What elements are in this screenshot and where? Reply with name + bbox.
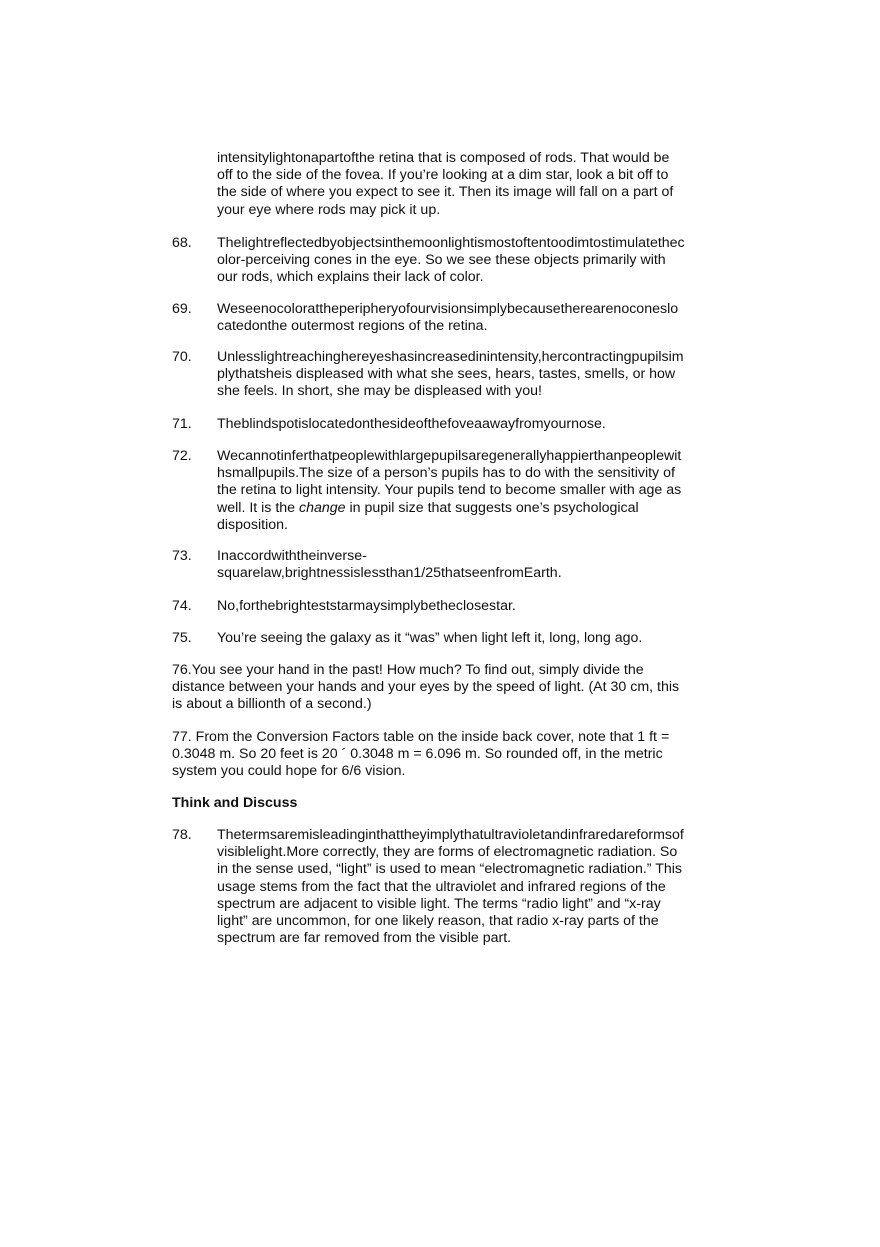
text-line: Wecannotinferthatpeoplewithlargepupilsaregenerallyhappierthanpeoplewit xyxy=(217,448,682,464)
text-line: system you could hope for 6/6 vision. xyxy=(172,763,406,780)
text-line xyxy=(217,500,712,517)
text-line: distance between your hands and your eyes by the speed of light. (At 30 cm, this xyxy=(172,679,680,696)
text-line: she feels. In short, she may be displeased with you! xyxy=(217,383,542,400)
item-body xyxy=(217,448,712,534)
item-body xyxy=(217,235,712,287)
text-line: our rods, which explains their lack of color. xyxy=(217,269,484,286)
text-line: your eye where rods may pick it up. xyxy=(217,201,441,218)
text-line: Weseenocolorattheperipheryofourvisionsimplybecausetherearenoconeslo xyxy=(217,301,679,317)
text-line: off to the side of the fovea. If you’re looking at a dim star, look a bit off to xyxy=(217,167,669,184)
item-body xyxy=(217,548,712,582)
text-line: olor-perceiving cones in the eye. So we see these objects primarily with xyxy=(217,252,666,269)
text-line: light” are uncommon, for one likely reason, that radio x-ray parts of the xyxy=(217,913,659,930)
item-body xyxy=(217,827,712,947)
item-body xyxy=(217,598,712,615)
item-body xyxy=(217,301,712,335)
text-line: Thelightreflectedbyobjectsinthemoonlightismostoftentoodimtostimulatethec xyxy=(217,235,685,251)
text-line: disposition. xyxy=(217,516,288,533)
text-line: 77. From the Conversion Factors table on the inside back cover, note that 1 ft = xyxy=(172,729,670,745)
item-body xyxy=(217,349,712,401)
item-number: 74. xyxy=(172,598,192,614)
text-line: Thetermsaremisleadinginthattheyimplythatultravioletandinfraredareformsof xyxy=(217,827,684,843)
text-line: Unlesslightreachinghereyeshasincreasedinintensity,hercontractingpupilsim xyxy=(217,349,684,365)
item-number: 73. xyxy=(172,548,192,564)
answer-paragraph-76 xyxy=(172,662,712,714)
text-line: visiblelight.More correctly, they are forms of electromagnetic radiation. So xyxy=(217,844,678,861)
item-number: 69. xyxy=(172,301,192,317)
item-number: 78. xyxy=(172,827,192,843)
section-heading: Think and Discuss xyxy=(172,795,298,811)
text-line: plythatsheis displeased with what she sees, hears, tastes, smells, or how xyxy=(217,366,676,383)
text-line: spectrum are adjacent to visible light. The terms “radio light” and “x-ray xyxy=(217,895,661,912)
text-fragment: well. It is the xyxy=(217,499,300,516)
text-line: hsmallpupils.The size of a person’s pupils has to do with the sensitivity of xyxy=(217,465,675,482)
item-number: 72. xyxy=(172,448,192,464)
text-line: 76.You see your hand in the past! How much? To find out, simply divide the xyxy=(172,662,644,678)
text-fragment: in pupil size that suggests one’s psychological xyxy=(345,499,639,516)
text-line: You’re seeing the galaxy as it “was” when light left it, long, long ago. xyxy=(217,630,643,646)
item-67-continuation xyxy=(217,150,712,219)
text-line: Theblindspotislocatedonthesideofthefoveaawayfromyournose. xyxy=(217,416,606,432)
text-line: in the sense used, “light” is used to mean “electromagnetic radiation.” This xyxy=(217,861,683,878)
text-line: the side of where you expect to see it. Then its image will fall on a part of xyxy=(217,184,674,201)
item-body xyxy=(217,416,712,433)
text-line: usage stems from the fact that the ultraviolet and infrared regions of the xyxy=(217,878,666,895)
text-line: the retina to light intensity. Your pupils tend to become smaller with age as xyxy=(217,482,682,499)
text-line: spectrum are far removed from the visible part. xyxy=(217,930,512,947)
text-line: intensitylightonapartofthe retina that is composed of rods. That would be xyxy=(217,150,670,166)
item-number: 75. xyxy=(172,630,192,646)
text-line: 0.3048 m. So 20 feet is 20 ´ 0.3048 m = 6.096 m. So rounded off, in the metric xyxy=(172,746,663,763)
text-line: squarelaw,brightnessislessthan1/25thatseenfromEarth. xyxy=(217,565,562,582)
text-line: No,forthebrighteststarmaysimplybetheclosestar. xyxy=(217,598,516,614)
emphasis-word: change xyxy=(299,499,346,516)
text-line: catedonthe outermost regions of the retina. xyxy=(217,318,488,335)
item-body xyxy=(217,630,712,647)
item-number: 68. xyxy=(172,235,192,251)
answer-paragraph-77 xyxy=(172,729,712,781)
text-line: is about a billionth of a second.) xyxy=(172,696,372,713)
item-number: 71. xyxy=(172,416,192,432)
item-number: 70. xyxy=(172,349,192,365)
text-line: Inaccordwiththeinverse- xyxy=(217,548,367,564)
